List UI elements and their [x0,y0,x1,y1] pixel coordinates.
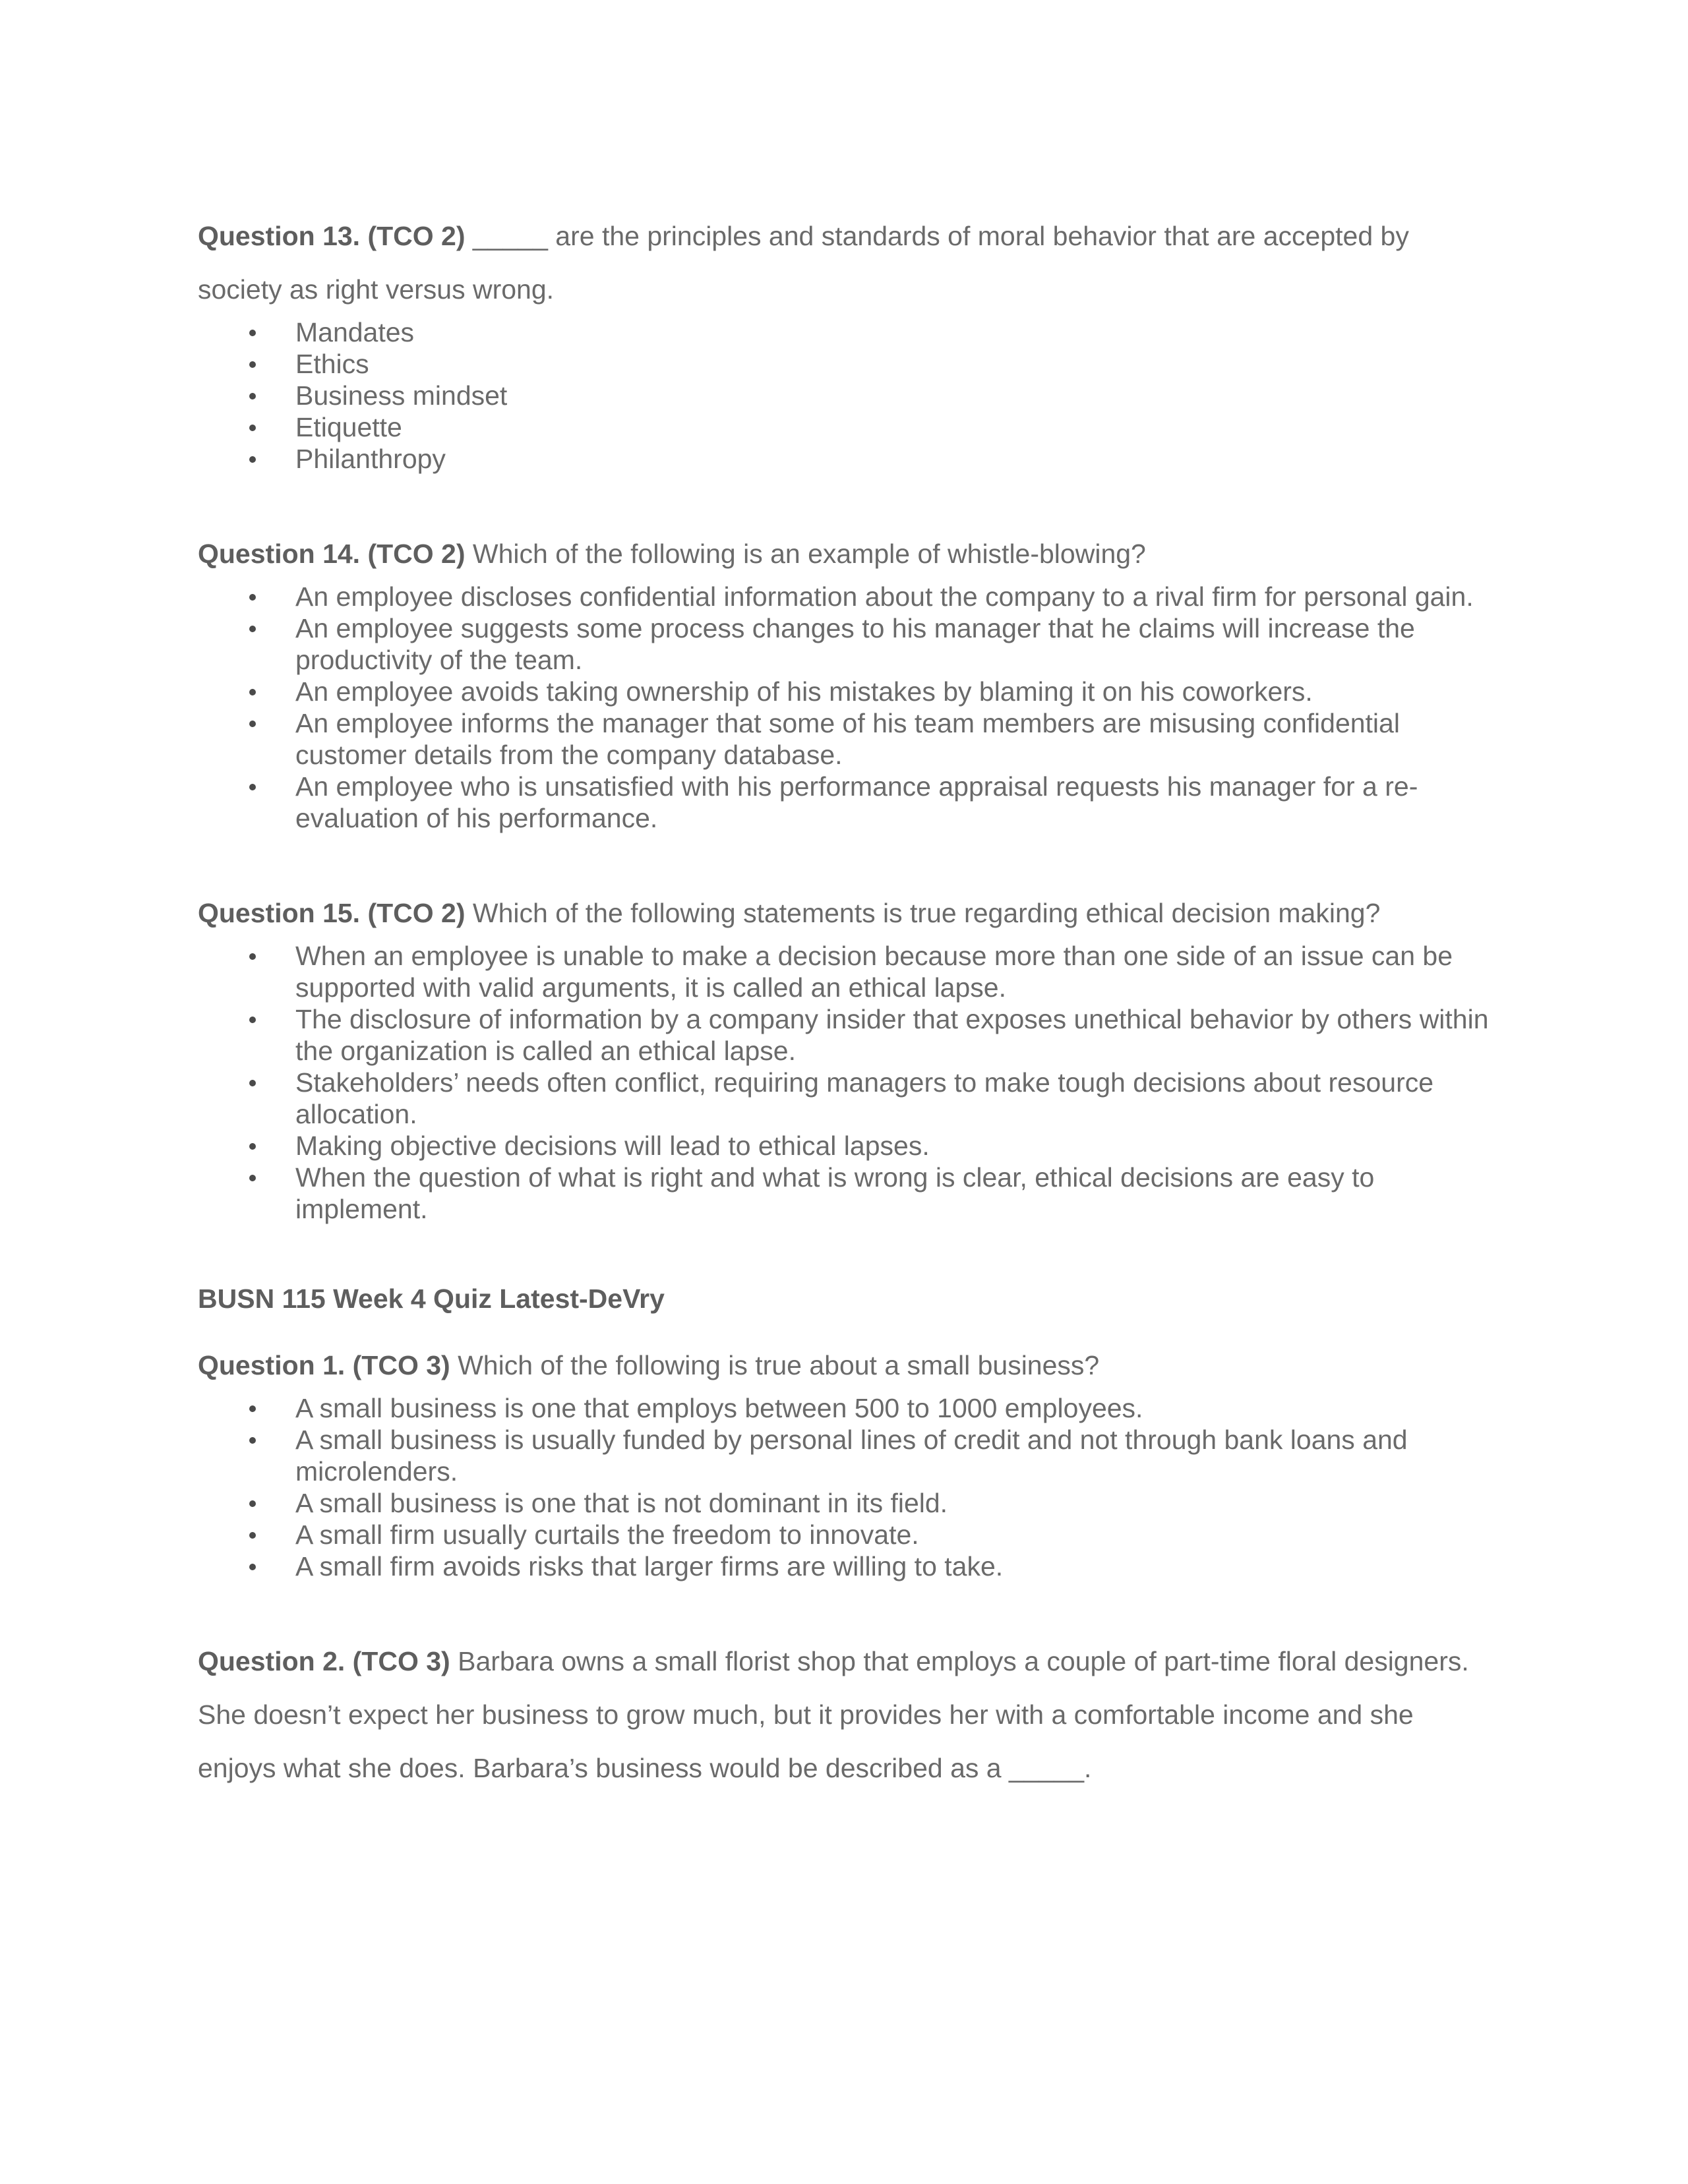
question-1 [198,1339,1490,1392]
list-item: An employee suggests some process changes to his manager that he claims will increase the productivity of the team. [198,612,1490,676]
question-text: Which of the following statements is true regarding ethical decision making? [465,898,1381,928]
list-item: Mandates [198,316,1490,348]
list-item: Making objective decisions will lead to ethical lapses. [198,1130,1490,1162]
question-15-options [198,940,1490,1225]
question-14 [198,527,1490,581]
question-13-options [198,316,1490,475]
list-item: Etiquette [198,411,1490,443]
list-item: A small firm usually curtails the freedom to innovate. [198,1519,1490,1550]
list-item: An employee informs the manager that some of his team members are misusing confidential customer details from the company database. [198,707,1490,771]
list-item: Business mindset [198,380,1490,411]
list-item: An employee avoids taking ownership of his mistakes by blaming it on his coworkers. [198,676,1490,707]
question-14-options [198,581,1490,834]
question-13 [198,210,1490,316]
question-label: Question 13. (TCO 2) [198,221,466,251]
document-page [198,210,1490,1795]
list-item: A small business is one that is not dominant in its field. [198,1487,1490,1519]
question-label: Question 2. (TCO 3) [198,1646,450,1676]
question-label: Question 1. (TCO 3) [198,1350,450,1380]
list-item: When the question of what is right and what is wrong is clear, ethical decisions are easy to implement. [198,1162,1490,1225]
question-text: Barbara owns a small florist shop that employs a couple of part-time floral designers. She doesn’t expect her business to grow much, but it provides her with a comfortable income and she enjoys what she does. Barbara’s business would be described as a _____. [198,1646,1469,1783]
list-item: An employee who is unsatisfied with his performance appraisal requests his manager for a re-evaluation of his performance. [198,771,1490,834]
list-item: The disclosure of information by a company insider that exposes unethical behavior by others within the organization is called an ethical lapse. [198,1003,1490,1067]
list-item: When an employee is unable to make a decision because more than one side of an issue can be supported with valid arguments, it is called an ethical lapse. [198,940,1490,1003]
list-item: A small business is usually funded by personal lines of credit and not through bank loans and microlenders. [198,1424,1490,1487]
question-text: Which of the following is an example of whistle-blowing? [465,539,1146,569]
list-item: A small business is one that employs between 500 to 1000 employees. [198,1392,1490,1424]
question-2 [198,1635,1490,1795]
question-label: Question 14. (TCO 2) [198,539,466,569]
question-15 [198,887,1490,940]
list-item: Stakeholders’ needs often conflict, requiring managers to make tough decisions about resource allocation. [198,1067,1490,1130]
question-text: Which of the following is true about a small business? [450,1350,1100,1380]
list-item: An employee discloses confidential information about the company to a rival firm for personal gain. [198,581,1490,612]
list-item: Philanthropy [198,443,1490,475]
section-heading-block [198,1283,1490,1314]
question-text: _____ are the principles and standards of moral behavior that are accepted by society as right versus wrong. [198,221,1409,305]
question-label: Question 15. (TCO 2) [198,898,466,928]
question-1-options [198,1392,1490,1582]
section-heading: BUSN 115 Week 4 Quiz Latest-DeVry [198,1284,665,1314]
list-item: A small firm avoids risks that larger firms are willing to take. [198,1550,1490,1582]
list-item: Ethics [198,348,1490,380]
